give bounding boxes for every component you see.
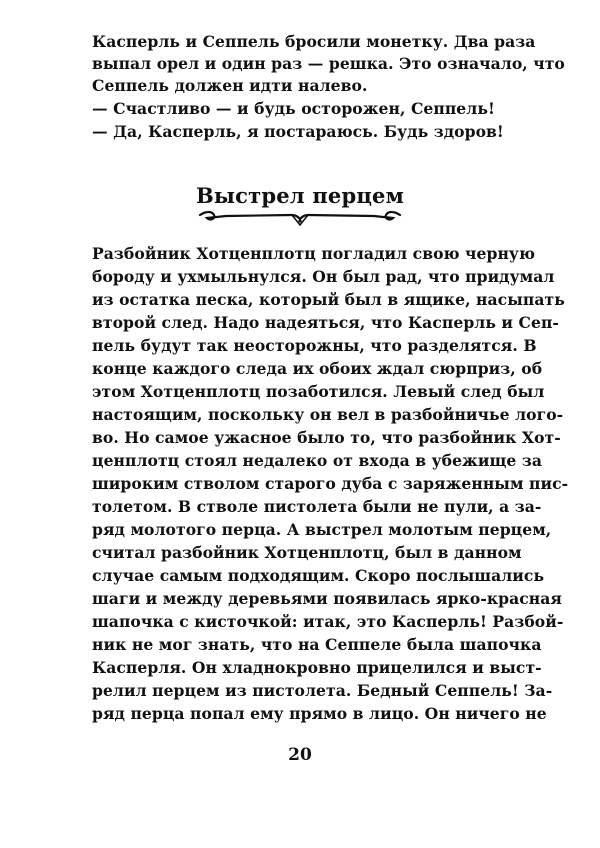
body-line: считал разбойник Хотценплотц, был в данном — [92, 543, 522, 562]
body-line: ряд перца попал ему прямо в лицо. Он ничего не — [92, 704, 547, 723]
body-line: Касперля. Он хладнокровно прицелился и выст- — [92, 658, 542, 677]
body-line: второй след. Надо надеяться, что Касперль и Сеп- — [92, 313, 559, 332]
body-line: пель будут так неосторожны, что разделятся. В — [92, 336, 537, 355]
body-line: шаги и между деревьями появилась ярко-красная — [92, 589, 562, 608]
dialogue-line: — Счастливо — и будь осторожен, Сеппель! — [92, 99, 495, 118]
body-line: бороду и ухмыльнулся. Он был рад, что придумал — [92, 267, 555, 286]
body-line: толетом. В стволе пистолета были не пули, а за- — [92, 497, 542, 516]
intro-line: выпал орел и один раз — решка. Это означало, что — [92, 54, 565, 73]
intro-line: Сеппель должен идти налево. — [92, 76, 368, 95]
body-line: Разбойник Хотценплотц погладил свою черную — [92, 244, 535, 263]
body-line: этом Хотценплотц позаботился. Левый след был — [92, 382, 545, 401]
intro-line: Касперль и Сеппель бросили монетку. Два раза — [92, 32, 536, 51]
body-line: во. Но самое ужасное было то, что разбойник Хот- — [92, 428, 561, 447]
heading-ornament-icon — [196, 209, 404, 227]
body-line: из остатка песка, который был в ящике, насыпать — [92, 290, 565, 309]
body-line: ценплотц стоял недалеко от входа в убежище за — [92, 451, 542, 470]
body-line: шапочка с кисточкой: итак, это Касперль! Разбой- — [92, 612, 564, 631]
body-line: случае самым подходящим. Скоро послышались — [92, 566, 545, 585]
chapter-title: Выстрел перцем — [195, 183, 405, 208]
body-line: настоящим, поскольку он вел в разбойничье лого- — [92, 405, 564, 424]
dialogue-line: — Да, Касперль, я постараюсь. Будь здоров! — [92, 122, 504, 141]
page-number: 20 — [288, 745, 312, 765]
body-line: конце каждого следа их обоих ждал сюрприз, об — [92, 359, 543, 378]
body-line: ряд молотого перца. А выстрел молотым перцем, — [92, 520, 552, 539]
body-line: релил перцем из пистолета. Бедный Сеппель! За- — [92, 681, 553, 700]
body-line: ник не мог знать, что на Сеппеле была шапочка — [92, 635, 542, 654]
body-line: широким стволом старого дуба с заряженным пис- — [92, 474, 569, 493]
